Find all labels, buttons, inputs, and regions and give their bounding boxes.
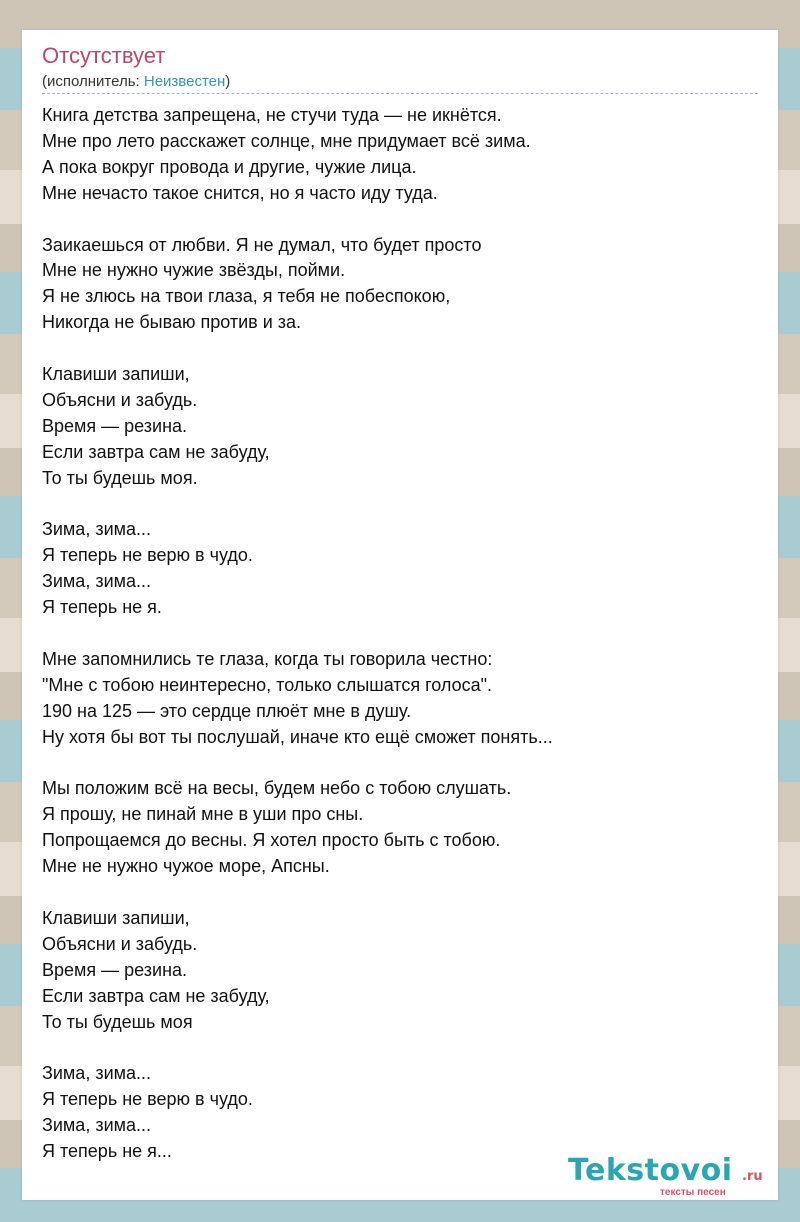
logo-name: Tekstovoi [568,1153,733,1188]
lyrics-line: Я не злюсь на твои глаза, я тебя не побеспокою, [42,286,451,307]
lyrics-line: Зима, зима... [42,519,152,540]
logo-tagline: тексты песен [660,1187,726,1198]
lyrics-line: Зима, зима... [42,1115,152,1136]
lyrics-line: Клавиши запиши, [42,364,190,385]
lyrics-line: "Мне с тобою неинтересно, только слышатся голоса". [42,674,492,695]
lyrics-line: Мы положим всё на весы, будем небо с тобою слушать. [42,778,512,799]
artist-byline [42,73,230,90]
title-divider [42,93,758,94]
lyrics-line: Я прошу, не пинай мне в уши про сны. [42,804,364,825]
lyrics-line: Объясни и забудь. [42,389,198,410]
logo-domain: .ru [742,1169,763,1184]
lyrics-line: Никогда не бываю против и за. [42,312,302,333]
lyrics-line: Мне нечасто такое снится, но я часто иду туда. [42,182,438,203]
lyrics-stanza [42,362,762,492]
lyrics-line: Я теперь не я... [42,1141,172,1162]
artist-suffix: ) [225,73,231,90]
lyrics-line: Я теперь не верю в чудо. [42,545,253,566]
lyrics-stanza [42,647,762,751]
lyrics-line: Мне про лето расскажет солнце, мне придумает всё зима. [42,130,531,151]
lyrics-text [42,103,762,1191]
lyrics-line: Попрощаемся до весны. Я хотел просто быть с тобою. [42,830,501,851]
lyrics-line: Время — резина. [42,959,188,980]
lyrics-line: Если завтра сам не забуду, [42,441,270,462]
lyrics-line: Я теперь не верю в чудо. [42,1089,253,1110]
lyrics-stanza [42,906,762,1036]
artist-prefix: (исполнитель: [42,73,144,90]
lyrics-line: Ну хотя бы вот ты послушай, иначе кто ещё сможет понять... [42,726,553,747]
lyrics-line: Книга детства запрещена, не стучи туда — не икнётся. [42,105,502,125]
lyrics-stanza [42,1061,762,1165]
lyrics-line: Заикаешься от любви. Я не думал, что будет просто [42,234,482,255]
lyrics-line: Мне не нужно чужие звёзды, пойми. [42,260,346,281]
lyrics-line: Мне не нужно чужое море, Апсны. [42,856,330,877]
lyrics-line: То ты будешь моя. [42,467,198,488]
lyrics-line: А пока вокруг провода и другие, чужие лица. [42,156,417,177]
lyrics-stanza [42,103,762,207]
lyrics-stanza [42,776,762,880]
lyrics-stanza [42,233,762,337]
lyrics-line: Зима, зима... [42,1063,152,1084]
lyrics-line: То ты будешь моя [42,1011,193,1032]
lyrics-line: Мне запомнились те глаза, когда ты говорила честно: [42,648,493,669]
lyrics-line: Зима, зима... [42,571,152,592]
lyrics-line: Я теперь не я. [42,597,162,618]
song-title: Отсутствует [42,43,166,68]
lyrics-line: Объясни и забудь. [42,933,198,954]
lyrics-page [22,30,778,1200]
lyrics-line: Если завтра сам не забуду, [42,985,270,1006]
artist-link[interactable]: Неизвестен [143,73,226,90]
lyrics-line: Время — резина. [42,415,188,436]
lyrics-line: Клавиши запиши, [42,908,190,928]
site-logo[interactable] [568,1153,778,1199]
lyrics-stanza [42,517,762,621]
lyrics-line: 190 на 125 — это сердце плюёт мне в душу. [42,700,412,721]
